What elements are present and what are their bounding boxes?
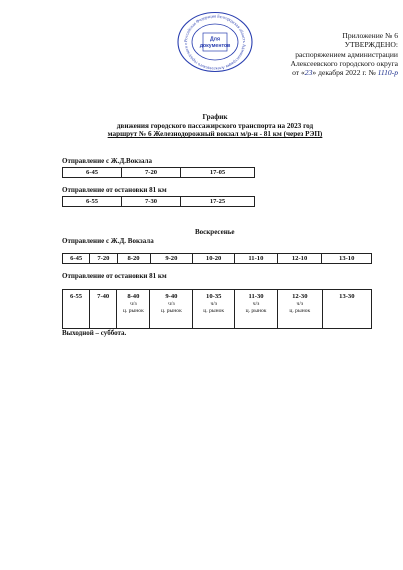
time-cell: 17-25: [181, 197, 255, 207]
via-stop: ц. рынок: [203, 308, 225, 314]
title-subheading: движения городского пассажирского транспорта на 2023 год: [116, 121, 314, 130]
sunday-dep2-label: Отправление от остановки 81 км: [62, 272, 167, 280]
svg-text:Для: Для: [209, 36, 221, 43]
time-cell: 6-55: [63, 197, 122, 207]
via-note: ч/з: [252, 301, 260, 307]
time-cell: [235, 290, 278, 329]
departure-time: 7-40: [97, 293, 110, 300]
weekday-dep2-table: [62, 196, 255, 207]
title-heading: График: [202, 113, 228, 121]
via-note: ч/з: [168, 301, 175, 307]
via-note: ч/з: [130, 301, 137, 307]
via-note: ч/з: [210, 301, 218, 307]
sunday-dep2-table: [62, 289, 372, 329]
weekday-dep1-label: Отправление с Ж.Д.Вокзала: [62, 157, 152, 165]
table-row: [63, 290, 372, 329]
approved-label: УТВЕРЖДЕНО:: [344, 40, 398, 50]
appendix-number: Приложение № 6: [342, 31, 398, 40]
handwritten-day: 23: [304, 68, 313, 78]
departure-time: 10-35: [206, 293, 222, 300]
via-note: ч/з: [296, 301, 304, 307]
time-cell: 6-45: [63, 254, 90, 264]
approval-source: распоряжением администрации: [295, 49, 398, 59]
sunday-dep1-table: [62, 253, 372, 264]
departure-time: 13-30: [339, 293, 355, 300]
time-cell: 13-10: [322, 254, 372, 264]
time-cell: 7-30: [122, 197, 181, 207]
approval-date-line: от «23» декабря 2022 г. № 1110-р: [292, 68, 398, 78]
document-title: [40, 113, 390, 139]
table-row: [63, 197, 255, 207]
weekday-dep1-table: [62, 167, 255, 178]
departure-time: 6-55: [70, 293, 83, 300]
time-cell: [150, 290, 193, 329]
time-cell: [277, 290, 322, 329]
time-cell: 11-10: [235, 254, 278, 264]
departure-time: 11-30: [248, 293, 264, 300]
route-name: маршрут № 6 Железнодорожный вокзал м/р-н - 81 км (через РЭП): [107, 130, 323, 139]
via-stop: ц. рынок: [245, 308, 267, 314]
via-stop: ц. рынок: [289, 308, 311, 314]
time-cell: 7-20: [122, 168, 181, 178]
time-cell: 9-20: [150, 254, 193, 264]
weekday-dep2-label: Отправление от остановки 81 км: [62, 186, 167, 194]
via-stop: ц. рынок: [122, 308, 144, 314]
approval-organization: Алексеевского городского округа: [290, 58, 398, 68]
departure-time: 8-40: [127, 293, 140, 300]
time-cell: 6-45: [63, 168, 122, 178]
svg-text:Российская Федерация Белгородс: Российская Федерация Белгородская область Администрация Алексеевского городского о: [182, 13, 248, 72]
time-cell: 8-20: [117, 254, 150, 264]
sunday-heading: Воскресенье: [195, 228, 235, 236]
departure-time: 12-30: [292, 293, 308, 300]
time-cell: [63, 290, 90, 329]
approval-block: [248, 31, 398, 77]
time-cell: [193, 290, 235, 329]
time-cell: 10-20: [193, 254, 235, 264]
time-cell: [90, 290, 117, 329]
time-cell: [117, 290, 150, 329]
departure-time: 9-40: [165, 293, 178, 300]
time-cell: 17-05: [181, 168, 255, 178]
official-stamp: [176, 11, 254, 73]
time-cell: [322, 290, 371, 329]
time-cell: 12-10: [277, 254, 322, 264]
day-off-note: Выходной – суббота.: [62, 329, 127, 337]
time-cell: 7-20: [90, 254, 117, 264]
svg-text:документов: документов: [199, 43, 231, 49]
table-row: [63, 254, 372, 264]
table-row: [63, 168, 255, 178]
via-stop: ц. рынок: [160, 308, 182, 314]
sunday-dep1-label: Отправление с Ж.Д. Вокзала: [62, 237, 154, 245]
handwritten-number: 1110-р: [377, 68, 398, 78]
